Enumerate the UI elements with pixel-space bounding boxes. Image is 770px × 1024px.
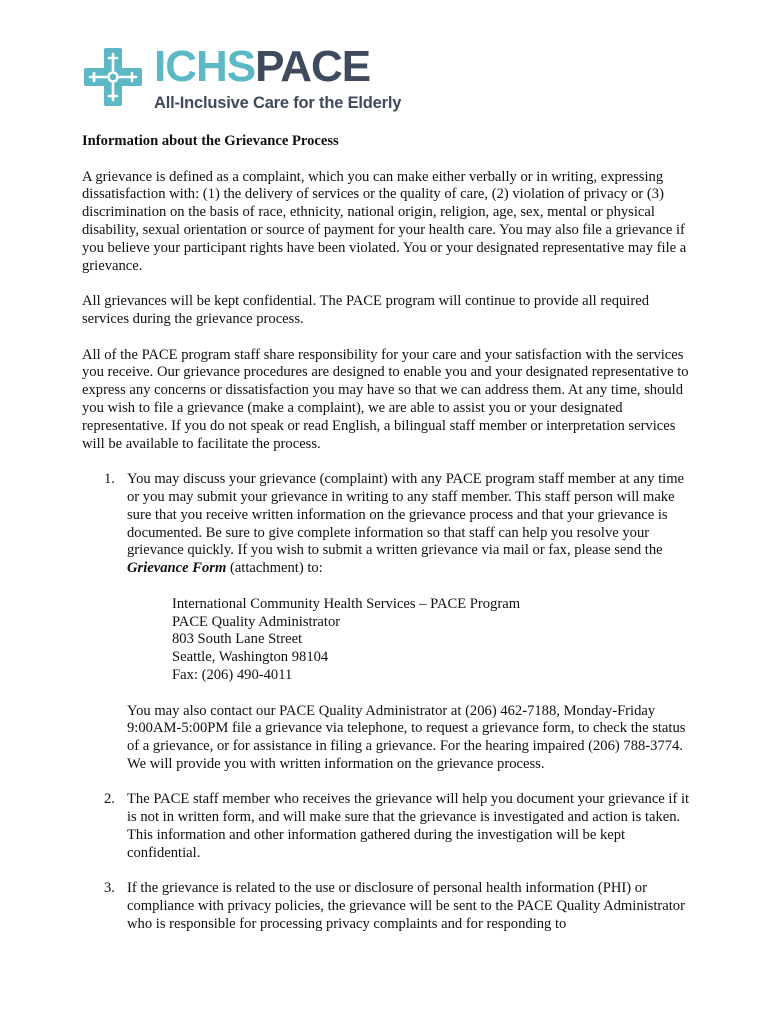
logo-word-pace: PACE: [255, 42, 371, 91]
ichs-pace-logo: [82, 40, 402, 120]
logo-wordmark: [154, 42, 370, 92]
list-item-text: [127, 471, 692, 578]
list-item: [82, 791, 692, 880]
pace-cross-logo-icon: [82, 46, 144, 108]
list-item-number: 2.: [104, 791, 115, 808]
address-line: Seattle, Washington 98104: [172, 649, 329, 666]
document-title: Information about the Grievance Process: [82, 133, 339, 149]
document-body: [82, 133, 692, 934]
logo-tagline: All-Inclusive Care for the Elderly: [154, 94, 402, 112]
intro-paragraph-3: All of the PACE program staff share responsibility for your care and your satisfaction with the services you receive. Our grievance procedures are designed to enable you and your designated representative to express any concerns or dissatisfaction you may have so that we can address them. At any time, should you wish to file a grievance (make a complaint), we are able to assist you or your designated representative. If you do not speak or read English, a bilingual staff member or interpretation services will be available to facilitate the process.: [82, 346, 689, 452]
intro-paragraph-2: All grievances will be kept confidential. The PACE program will continue to provide all required services during the grievance process.: [82, 293, 649, 327]
list-item: [82, 880, 692, 933]
grievance-steps-list: [82, 471, 692, 934]
list-item-text: If the grievance is related to the use or disclosure of personal health information (PHI) or compliance with privacy policies, the grievance will be sent to the PACE Quality Administrator who is responsible for processing privacy complaints and for responding to: [127, 880, 685, 933]
list-item-number: 3.: [104, 880, 115, 897]
address-line: PACE Quality Administrator: [172, 613, 341, 630]
list-item-text: The PACE staff member who receives the grievance will help you document your grievance if it is not in written form, and will make sure that the grievance is investigated and action is taken. This information and other information gathered during the investigation will be kept confidential.: [127, 791, 690, 861]
contact-paragraph: You may also contact our PACE Quality Administrator at (206) 462-7188, Monday-Friday 9:00AM-5:00PM file a grievance via telephone, to request a grievance form, to check the status of a grievance, or for assistance in filing a grievance. For the hearing impaired (206) 788-3774. We will provide you with written information on the grievance process.: [127, 702, 686, 772]
mailing-address: [127, 596, 692, 685]
list-item-text-part: (attachment) to:: [226, 560, 323, 577]
logo-word-ichs: ICHS: [154, 42, 256, 91]
grievance-form-name: Grievance Form: [127, 560, 227, 577]
list-item-number: 1.: [104, 471, 115, 488]
address-line: 803 South Lane Street: [172, 631, 303, 648]
list-item-text-part: You may discuss your grievance (complaint) with any PACE program staff member at any time or you may submit your grievance in writing to any staff member. This staff person will make sure that you receive written information on the grievance process and that your grievance is documented. Be sure to give complete information so that staff can help you resolve your grievance quickly. If you wish to submit a written grievance via mail or fax, please send the: [127, 471, 685, 559]
intro-paragraph-1: A grievance is defined as a complaint, which you can make either verbally or in writing, expressing dissatisfaction with: (1) the delivery of services or the quality of care, (2) violation of privacy or (3) discrimination on the basis of race, ethnicity, national origin, religion, age, sex, mental or physical disability, sexual orientation or source of payment for your health care. You may also file a grievance if you believe your participant rights have been violated. You or your designated representative may file a grievance.: [82, 168, 687, 274]
address-line: International Community Health Services – PACE Program: [172, 595, 521, 612]
address-fax: Fax: (206) 490-4011: [172, 666, 293, 683]
list-item: [82, 471, 692, 791]
